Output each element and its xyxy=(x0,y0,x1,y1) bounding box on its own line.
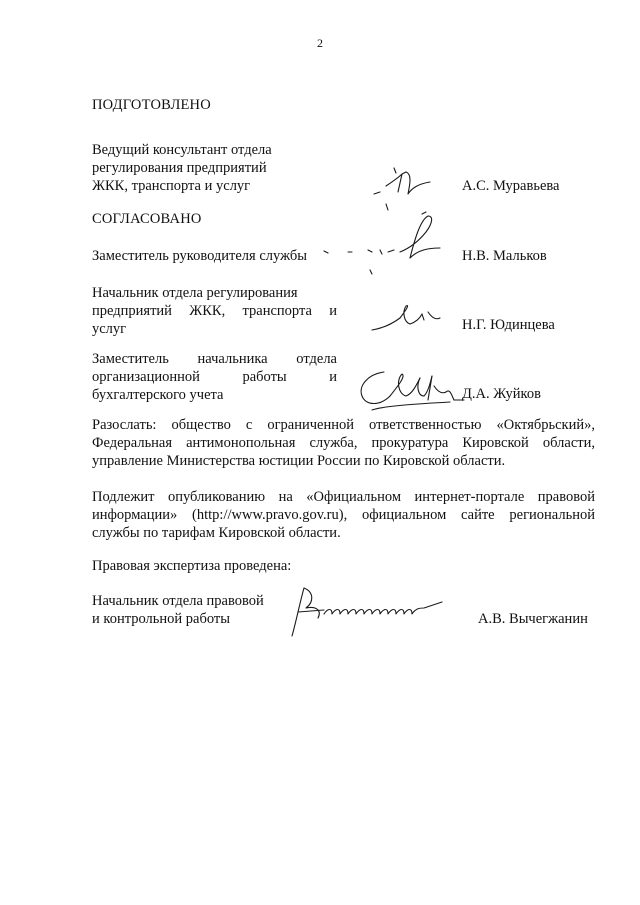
agreed-heading: СОГЛАСОВАНО xyxy=(92,211,202,227)
distribution-line: Федеральная антимонопольная служба, прокуратура Кировской области, xyxy=(92,435,595,451)
distribution-line: Разослать: общество с ограниченной ответственностью «Октябрьский», xyxy=(92,417,595,433)
signer-2-name: Н.Г. Юдинцева xyxy=(462,317,555,333)
prepared-position-line: ЖКК, транспорта и услуг xyxy=(92,178,251,194)
signer-1-position xyxy=(92,247,352,265)
signer-3-position-line: организационной работы и xyxy=(92,369,337,385)
page-number: 2 xyxy=(317,36,323,50)
publication-line: службы по тарифам Кировской области. xyxy=(92,525,341,541)
prepared-position xyxy=(92,141,337,195)
signature-yudintseva xyxy=(370,298,450,334)
signer-1-name: Н.В. Мальков xyxy=(462,248,547,264)
publication-paragraph xyxy=(92,488,595,542)
legal-review-position-line: и контрольной работы xyxy=(92,611,230,627)
signer-3-position-line: бухгалтерского учета xyxy=(92,387,224,403)
signer-2-position-line: предприятий ЖКК, транспорта и xyxy=(92,303,337,319)
signer-3-position xyxy=(92,350,337,404)
legal-review-text: Правовая экспертиза проведена: xyxy=(92,558,292,574)
signer-2-position-line: Начальник отдела регулирования xyxy=(92,285,298,301)
signer-2-position xyxy=(92,284,337,338)
signature-malkov xyxy=(322,212,452,274)
distribution-paragraph xyxy=(92,416,595,470)
signature-muraveva xyxy=(372,164,442,212)
distribution-line: управление Министерства юстиции России по Кировской области. xyxy=(92,453,506,469)
signer-2-position-line: услуг xyxy=(92,321,127,337)
legal-review-name: А.В. Вычегжанин xyxy=(478,611,588,627)
signer-1-position-line: Заместитель руководителя службы xyxy=(92,248,308,264)
signature-zhuikov xyxy=(354,366,474,416)
prepared-position-line: Ведущий консультант отдела xyxy=(92,142,272,158)
signature-vychegzhanin xyxy=(284,582,444,640)
publication-line: Подлежит опубликованию на «Официальном интернет-портале правовой xyxy=(92,489,595,505)
signer-3-position-line: Заместитель начальника отдела xyxy=(92,351,337,367)
prepared-position-line: регулирования предприятий xyxy=(92,160,267,176)
legal-review-position-line: Начальник отдела правовой xyxy=(92,593,264,609)
publication-line: информации» (http://www.pravo.gov.ru), официальном сайте региональной xyxy=(92,507,595,523)
signer-3-name: Д.А. Жуйков xyxy=(462,386,541,402)
prepared-name: А.С. Муравьева xyxy=(462,178,560,194)
prepared-heading: ПОДГОТОВЛЕНО xyxy=(92,97,211,113)
